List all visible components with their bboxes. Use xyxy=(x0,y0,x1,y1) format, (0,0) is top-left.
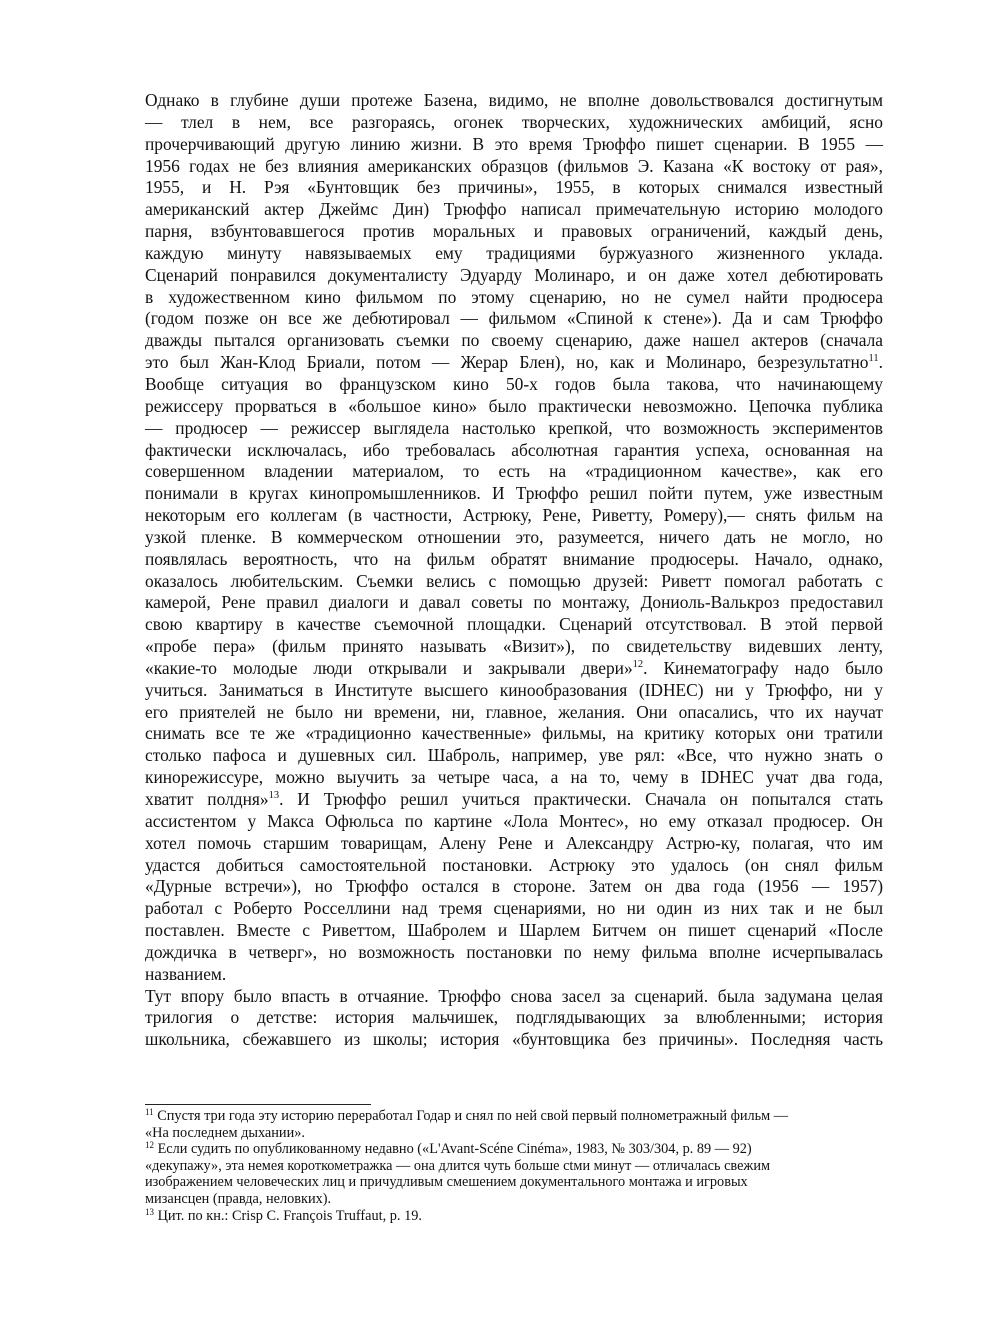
text-line xyxy=(145,702,883,724)
text-line xyxy=(145,330,883,352)
text-run: Цит. по кн.: Crisp C. François Truffaut, p. 19. xyxy=(154,1207,422,1224)
text-line xyxy=(145,636,883,658)
text-run: кинорежиссуре, можно выучить за четыре часа, а на то, чему в IDHEC учат два года, xyxy=(145,767,883,788)
text-line xyxy=(145,396,883,418)
text-run: «какие-то молодые люди открывали и закрывали двери» xyxy=(145,657,633,678)
text-run: названием. xyxy=(145,963,227,984)
footnote-line xyxy=(145,1158,885,1175)
text-line xyxy=(145,986,883,1008)
text-run: снимать все те же «традиционно качественные» фильмы, на критику которых они тратили xyxy=(145,723,883,744)
text-run: Сценарий понравился документалисту Эдуарду Молинаро, и он даже хотел дебютировать xyxy=(145,264,883,285)
footnote-marker: 12 xyxy=(632,658,644,670)
text-line xyxy=(145,745,883,767)
text-line xyxy=(145,876,883,898)
text-run: поставлен. Вместе с Риветтом, Шабролем и Шарлем Битчем он пишет сценарий «После xyxy=(145,920,883,941)
text-line xyxy=(145,156,883,178)
text-run: хватит полдня» xyxy=(145,789,269,809)
text-run: некоторым его коллегам (в частности, Астрюку, Рене, Риветту, Ромеру),— снять фильм на xyxy=(145,505,883,526)
text-run: . И Трюффо решил учиться практически. Сначала он попытался стать xyxy=(279,789,883,809)
text-run: это был Жан-Клод Бриали, потом — Жерар Блен), но, как и Молинаро, безрезультатно xyxy=(145,352,869,373)
text-line xyxy=(145,571,883,593)
text-run: каждую минуту навязываемых ему традициями буржуазного жизненного уклада. xyxy=(145,242,883,263)
text-line xyxy=(145,352,883,374)
text-run: (годом позже он все же дебютировал — фильмом «Спиной к стене»). Да и сам Трюффо xyxy=(145,308,883,329)
text-line xyxy=(145,680,883,702)
footnote-marker: 11 xyxy=(868,353,879,365)
text-run: — тлел в нем, все разгораясь, огонек творческих, художнических амбиций, ясно xyxy=(145,111,883,132)
text-line xyxy=(145,483,883,505)
text-run: дождичка в четверг», но возможность постановки по нему фильма вполне исчерпывалась xyxy=(145,941,883,962)
text-run: появлялась вероятность, что на фильм обратят внимание продюсеры. Начало, однако, xyxy=(145,548,883,569)
text-line xyxy=(145,549,883,571)
footnote-line xyxy=(145,1141,885,1158)
text-run: 1956 годах не без влияния американских образцов (фильмов Э. Казана «К востоку от рая», xyxy=(145,155,883,176)
text-line xyxy=(145,723,883,745)
text-line xyxy=(145,811,883,833)
text-run: в художественном кино фильмом по этому сценарию, но не сумел найти продюсера xyxy=(145,286,883,307)
text-line xyxy=(145,308,883,330)
text-run: американский актер Джеймс Дин) Трюффо написал примечательную историю молодого xyxy=(145,199,883,220)
text-run: школьника, сбежавшего из школы; история «бунтовщика без причины». Последняя часть xyxy=(145,1029,883,1050)
footnote-line xyxy=(145,1208,885,1225)
footnote-marker: 13 xyxy=(145,1206,154,1217)
text-run: «Дурные встречи»), но Трюффо остался в стороне. Затем он два года (1956 — 1957) xyxy=(145,876,883,897)
text-run: «пробе пера» (фильм принято называть «Визит»), по свидетельству видевших ленту, xyxy=(145,636,883,657)
text-line xyxy=(145,1007,883,1029)
footnotes xyxy=(145,1108,885,1224)
text-line xyxy=(145,658,883,680)
text-run: хотел помочь старшим товарищам, Алену Рене и Александру Астрю-ку, полагая, что им xyxy=(145,832,883,853)
text-run: прочерчивающий другую линию жизни. В это время Трюффо пишет сценарии. В 1955 — xyxy=(145,133,883,154)
text-line xyxy=(145,221,883,243)
text-run: свою квартиру в качестве съемочной площадки. Сценарий отсутствовал. В этой первой xyxy=(145,614,883,635)
text-line xyxy=(145,592,883,614)
body-text xyxy=(145,90,883,1051)
footnote-marker: 11 xyxy=(145,1107,154,1117)
text-line xyxy=(145,920,883,942)
footnote-line xyxy=(145,1108,885,1125)
text-run: понимали в кругах кинопромышленников. И Трюффо решил пойти путем, уже известным xyxy=(145,483,883,504)
text-run: . xyxy=(878,352,883,373)
text-run: изображением человеческих лиц и причудливым смешением документального монтажа и игровых xyxy=(145,1174,748,1191)
text-run: работал с Роберто Росселлини над тремя сценариями, но ни один из них так и не был xyxy=(145,898,883,919)
text-line xyxy=(145,505,883,527)
text-line xyxy=(145,418,883,440)
text-line xyxy=(145,440,883,462)
footnote-line xyxy=(145,1174,885,1191)
text-line xyxy=(145,898,883,920)
footnote-marker: 13 xyxy=(268,790,280,801)
text-line xyxy=(145,1029,883,1051)
text-run: 1955, и Н. Рэя «Бунтовщик без причины», 1955, в которых снимался известный xyxy=(145,177,883,198)
text-run: Тут впору было впасть в отчаяние. Трюффо снова засел за сценарий. была задумана целая xyxy=(145,985,883,1006)
text-line xyxy=(145,833,883,855)
text-line xyxy=(145,199,883,221)
text-line xyxy=(145,964,883,986)
text-line xyxy=(145,90,883,112)
text-line xyxy=(145,112,883,134)
text-run: «На последнем дыхании». xyxy=(145,1124,305,1141)
footnote-line xyxy=(145,1125,885,1142)
text-line xyxy=(145,265,883,287)
text-line xyxy=(145,243,883,265)
text-run: «декупажу», эта немея короткометражка — она длится чуть больше ctми минут — отличалась свежим xyxy=(145,1157,771,1174)
text-run: дважды пытался организовать съемки по своему сценарию, даже нашел актеров (сначала xyxy=(145,330,883,351)
text-run: его приятелей не было ни времени, ни, главное, желания. Они опасались, что их научат xyxy=(145,701,883,722)
footnote-divider xyxy=(145,1104,371,1105)
text-run: мизансцен (правда, неловких). xyxy=(145,1190,332,1207)
text-line xyxy=(145,942,883,964)
footnote-line xyxy=(145,1191,885,1208)
text-line xyxy=(145,461,883,483)
text-run: Вообще ситуация во французском кино 50-х годов была такова, что начинающему xyxy=(145,373,883,394)
text-run: Если судить по опубликованному недавно («L'Avant-Scéne Cinéma», 1983, № 303/304, p. 89 — 92) xyxy=(154,1141,752,1158)
text-line xyxy=(145,177,883,199)
text-run: парня, взбунтовавшегося против моральных и правовых ограничений, каждый день, xyxy=(145,221,883,242)
text-run: Спустя три года эту историю переработал Годар и снял по ней свой первый полнометражный фильм — xyxy=(153,1108,789,1124)
text-run: удастся добиться самостоятельной постановки. Астрюку это удалось (он снял фильм xyxy=(145,854,883,875)
footnote-marker: 12 xyxy=(145,1140,154,1151)
text-line xyxy=(145,374,883,396)
text-run: оказалось любительским. Съемки велись с помощью друзей: Риветт помогал работать с xyxy=(145,570,883,591)
text-run: учиться. Заниматься в Институте высшего кинообразования (IDHEC) ни у Трюффо, ни у xyxy=(145,679,883,700)
text-run: трилогия о детстве: история мальчишек, подглядывающих за влюбленными; история xyxy=(145,1007,883,1028)
text-line xyxy=(145,527,883,549)
text-run: ассистентом у Макса Офюльса по картине «Лола Монтес», но ему отказал продюсер. Он xyxy=(145,810,883,831)
text-run: фактически исключалась, ибо требовалась абсолютная гарантия успеха, основанная на xyxy=(145,439,883,460)
text-run: совершенном владении материалом, то есть на «традиционном качестве», как его xyxy=(145,461,883,482)
text-run: Однако в глубине души протеже Базена, видимо, не вполне довольствовался достигнутым xyxy=(145,90,883,110)
text-line xyxy=(145,789,883,811)
text-run: режиссеру прорваться в «большое кино» было практически невозможно. Цепочка публика xyxy=(145,395,883,416)
text-run: столько пафоса и душевных сил. Шаброль, например, уве рял: «Все, что нужно знать о xyxy=(145,745,883,766)
text-line xyxy=(145,767,883,789)
text-run: — продюсер — режиссер выглядела настолько крепкой, что возможность экспериментов xyxy=(145,417,883,438)
text-run: . Кинематографу надо было xyxy=(643,657,883,678)
text-run: узкой пленке. В коммерческом отношении это, разумеется, ничего дать не могло, но xyxy=(145,526,883,547)
text-run: камерой, Рене правил диалоги и давал советы по монтажу, Дониоль-Валькроз предоставил xyxy=(145,592,883,613)
text-line xyxy=(145,287,883,309)
text-line xyxy=(145,614,883,636)
text-line xyxy=(145,855,883,877)
text-line xyxy=(145,134,883,156)
